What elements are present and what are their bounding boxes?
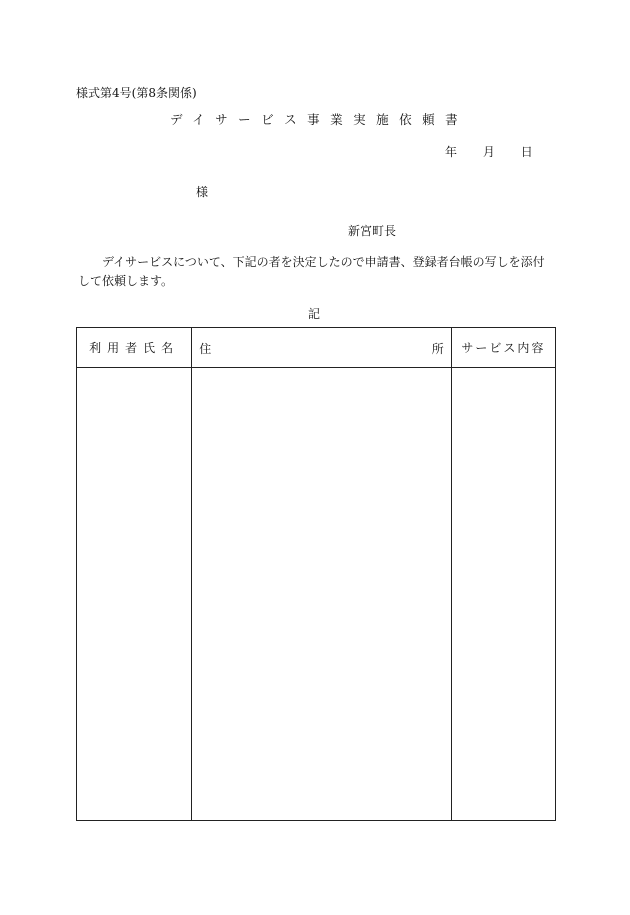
header-address-left: 住 — [199, 342, 212, 356]
cell-service[interactable] — [451, 368, 555, 821]
header-service: サービス内容 — [451, 328, 555, 368]
body-text: デイサービスについて、下記の者を決定したので申請書、登録者台帳の写しを添付して依頼します。 — [78, 255, 545, 288]
user-table — [76, 327, 556, 821]
form-number: 様式第4号(第8条関係) — [76, 86, 197, 100]
date-day-label: 日 — [520, 145, 533, 159]
table-header-row — [77, 328, 556, 368]
sender-name: 新宮町長 — [348, 224, 397, 238]
date-month-label: 月 — [482, 145, 495, 159]
recipient-suffix: 様 — [196, 185, 209, 199]
date-year-label: 年 — [445, 145, 458, 159]
table-row — [77, 368, 556, 821]
cell-user-name[interactable] — [77, 368, 192, 821]
document-title: デイサービス事業実施依頼書 — [170, 112, 469, 127]
ki-heading: 記 — [308, 307, 321, 321]
date-line — [445, 143, 555, 160]
body-paragraph — [78, 253, 556, 291]
header-user-name: 利用者氏名 — [77, 328, 192, 368]
cell-address[interactable] — [192, 368, 452, 821]
header-address-right: 所 — [431, 342, 444, 356]
header-address — [192, 328, 452, 368]
